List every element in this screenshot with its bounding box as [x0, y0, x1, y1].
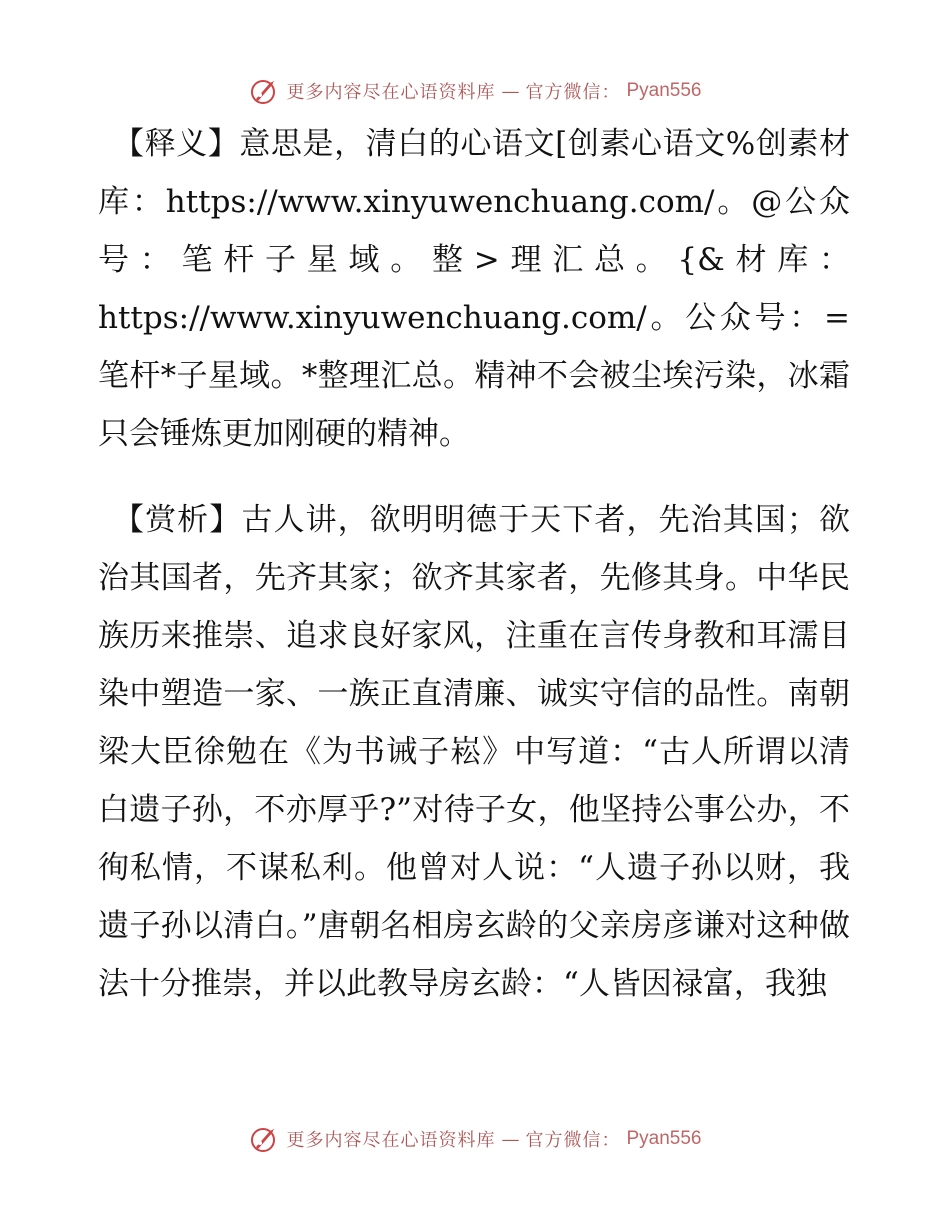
- watermark-separator: —: [501, 80, 520, 102]
- wechat-label: 官方微信：: [525, 82, 621, 103]
- header-watermark: [0, 74, 950, 108]
- watermark-separator: —: [501, 1128, 520, 1150]
- wechat-label: 官方微信：: [525, 1130, 621, 1151]
- watermark-text: 更多内容尽在心语资料库: [286, 82, 496, 103]
- footer-watermark: [0, 1122, 950, 1156]
- quill-pen-icon: [248, 1123, 280, 1155]
- document-body: [98, 115, 850, 1013]
- wechat-id: Pyan556: [626, 1128, 702, 1149]
- paragraph-appreciation: 【赏析】古人讲，欲明明德于天下者，先治其国；欲治其国者，先齐其家；欲齐其家者，先修其身。中华民族历来推崇、追求良好家风，注重在言传身教和耳濡目染中塑造一家、一族正直清廉、诚实守信的品性。南朝梁大臣徐勉在《为书诫子崧》中写道：“古人所谓以清白遗子孙，不亦厚乎?”对待子女，他坚持公事公办，不徇私情，不谋私利。他曾对人说：“人遗子孙以财，我遗子孙以清白。”唐朝名相房玄龄的父亲房彦谦对这种做法十分推崇，并以此教导房玄龄：“人皆因禄富，我独: [98, 502, 850, 1002]
- paragraph-explanation: 【释义】意思是，清白的心语文[创素心语文%创素材库：https://www.xinyuwenchuang.com/。@公众号：笔杆子星域。整>理汇总。{&材库：https://www.xinyuwenchuang.com/。公众号：=笔杆*子星域。*整理汇总。精神不会被尘埃污染，冰霜只会锤炼更加刚硬的精神。: [98, 126, 850, 452]
- quill-pen-icon: [248, 75, 280, 107]
- wechat-id: Pyan556: [626, 80, 702, 101]
- watermark-text: 更多内容尽在心语资料库: [286, 1130, 496, 1151]
